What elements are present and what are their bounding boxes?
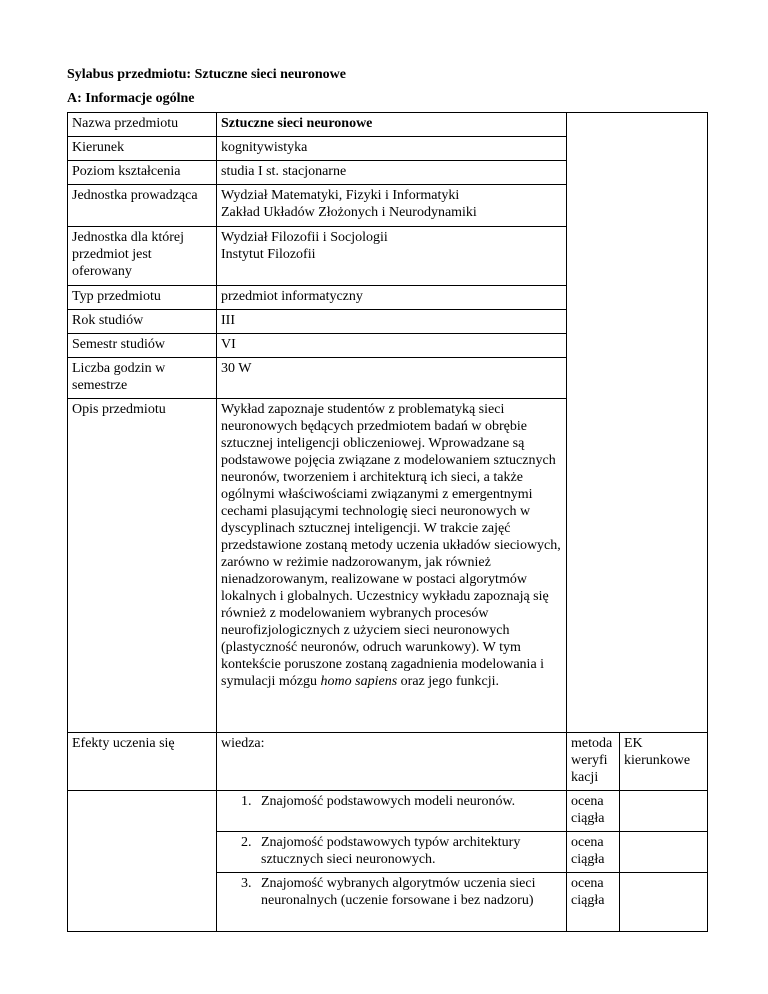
- label-line: semestrze: [72, 378, 128, 393]
- ek-cell: [620, 873, 708, 932]
- field-value: kognitywistyka: [217, 137, 567, 161]
- method-line: ocena: [571, 876, 604, 891]
- item-text: Znajomość wybranych algorytmów uczenia sieci neuronalnych (uczenie forsowane i bez nadzoru): [261, 876, 536, 908]
- offering-unit-value: [217, 227, 567, 286]
- description-text: Wykład zapoznaje studentów z problematyką sieci neuronowych będących przedmiotem badań w obrębie sztucznej inteligencji obliczeniowej. Wprowadzane są podstawowe pojęcia związane z modelowaniem sztucznych neuronów, tworzeniem i architekturą ich sieci, a także ogólnymi właściwościami związanymi z emergentnymi cechami plasującymi technologię sieci neuronowych w dyscyplinach sztucznej inteligencji. W trakcie zajęć przedstawione zostaną metody uczenia układów sieciowych, zarówno w reżimie nadzorowanym, jak również nienadzorowanym, realizowane w postaci algorytmów lokalnych i globalnych. Uczestnicy wykładu zapoznają się również z modelowaniem wybranych procesów neurofizjologicznych z użyciem sieci neuronowych (plastyczność neuronów, odruch warunkowy). W tym kontekście poruszone zostaną zagadnienia modelowania i symulacji mózgu: [221, 402, 561, 689]
- knowledge-subheader: wiedza:: [217, 733, 567, 791]
- empty-label-cell: [68, 791, 217, 932]
- header-line: metoda: [571, 736, 613, 751]
- effect-item: [217, 832, 567, 873]
- verification-method-cell: [567, 832, 620, 873]
- label-line: przedmiot jest: [72, 247, 152, 262]
- verification-method-cell: [567, 791, 620, 832]
- description-value: [217, 399, 567, 733]
- method-line: ocena: [571, 835, 604, 850]
- document-title: Sylabus przedmiotu: Sztuczne sieci neuronowe: [67, 67, 346, 82]
- label-line: Liczba godzin w: [72, 361, 166, 376]
- item-number: 2.: [241, 835, 252, 850]
- description-text-end: oraz jego funkcji.: [397, 674, 500, 689]
- unit-line: Wydział Matematyki, Fizyki i Informatyki: [221, 188, 460, 203]
- unit-line: Zakład Układów Złożonych i Neurodynamiki: [221, 205, 477, 220]
- ek-header: EK kierunkowe: [620, 733, 708, 791]
- syllabus-page: [67, 64, 707, 932]
- method-line: ciągła: [571, 893, 605, 908]
- table-row: [68, 113, 708, 137]
- level-value: studia I st. stacjonarne: [217, 161, 567, 185]
- row-label: [68, 227, 217, 286]
- method-line: ciągła: [571, 811, 605, 826]
- course-name-value: Sztuczne sieci neuronowe: [217, 113, 567, 137]
- unit-value: [217, 185, 567, 227]
- row-label: Opis przedmiotu: [68, 399, 217, 733]
- year-value: III: [217, 310, 567, 334]
- label-line: Jednostka dla której: [72, 230, 184, 245]
- item-text: Znajomość podstawowych typów architektury sztucznych sieci neuronowych.: [261, 835, 521, 867]
- empty-side-cell: [567, 113, 708, 733]
- verification-method-header: [567, 733, 620, 791]
- row-label: Semestr studiów: [68, 334, 217, 358]
- semester-value: VI: [217, 334, 567, 358]
- hours-value: 30 W: [217, 358, 567, 399]
- item-text: Znajomość podstawowych modeli neuronów.: [261, 794, 516, 809]
- ek-cell: [620, 832, 708, 873]
- method-line: ocena: [571, 794, 604, 809]
- row-label: Rok studiów: [68, 310, 217, 334]
- ek-cell: [620, 791, 708, 832]
- type-value: przedmiot informatyczny: [217, 286, 567, 310]
- header-line: weryfi: [571, 753, 608, 768]
- row-label: Typ przedmiotu: [68, 286, 217, 310]
- row-label: Poziom kształcenia: [68, 161, 217, 185]
- table-row: [68, 791, 708, 832]
- header-line: kacji: [571, 770, 599, 785]
- row-label: Efekty uczenia się: [68, 733, 217, 791]
- effect-item: [217, 873, 567, 932]
- label-line: oferowany: [72, 264, 132, 279]
- row-label: [68, 358, 217, 399]
- method-line: ciągła: [571, 852, 605, 867]
- general-info-table: [67, 112, 708, 932]
- unit-line: Wydział Filozofii i Socjologii: [221, 230, 388, 245]
- row-label: Kierunek: [68, 137, 217, 161]
- description-italic: homo sapiens: [320, 674, 398, 689]
- row-label: Nazwa przedmiotu: [68, 113, 217, 137]
- table-row: [68, 733, 708, 791]
- verification-method-cell: [567, 873, 620, 932]
- section-heading: A: Informacje ogólne: [67, 91, 195, 106]
- row-label: Jednostka prowadząca: [68, 185, 217, 227]
- unit-line: Instytut Filozofii: [221, 247, 316, 262]
- effect-item: [217, 791, 567, 832]
- item-number: 3.: [241, 876, 252, 891]
- item-number: 1.: [241, 794, 252, 809]
